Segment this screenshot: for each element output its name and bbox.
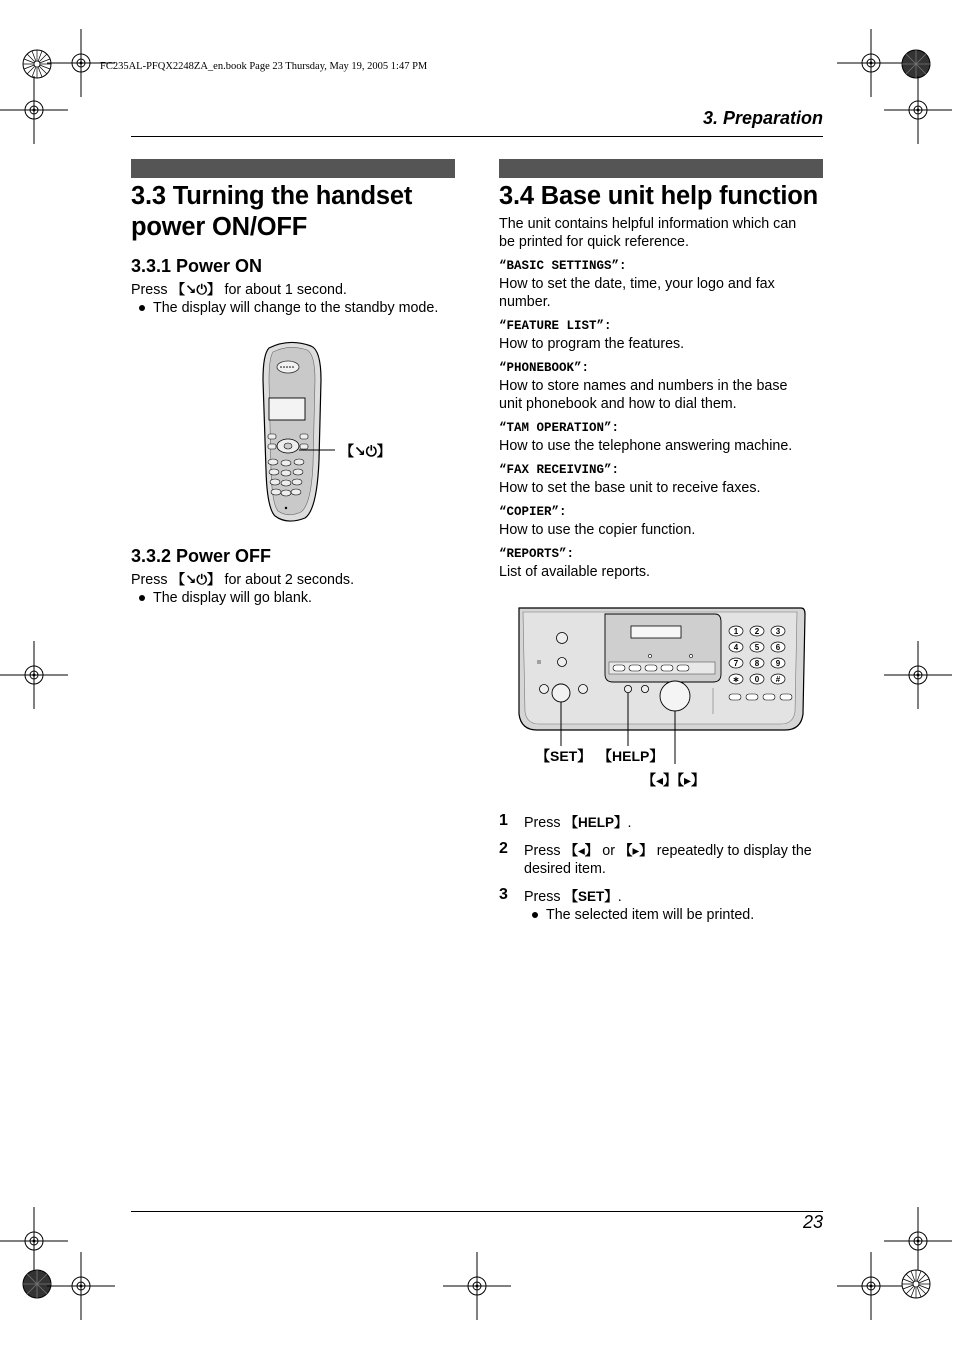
step-text: Press 【◂】 or 【▸】 repeatedly to display the desired item. (524, 843, 812, 877)
section-3-4 (499, 181, 839, 212)
power-key: 【↘⏻】 (171, 282, 221, 297)
help-item-label: “PHONEBOOK”: (499, 361, 590, 375)
section-bar (131, 159, 455, 178)
keypad-key-label: 4 (733, 643, 739, 652)
title-line: 3.3 Turning the handset (131, 182, 413, 210)
help-item-label: “TAM OPERATION”: (499, 421, 620, 435)
power-key-callout: 【↘⏻】 (340, 443, 391, 459)
help-item-desc: How to store names and numbers in the base (499, 378, 788, 394)
step-text: Press 【SET】. (524, 889, 622, 905)
help-item-desc: How to set the date, time, your logo and fax (499, 276, 775, 292)
keypad-key-label: # (775, 675, 781, 684)
keypad-key-label: 0 (754, 675, 760, 684)
instruction: Press 【↘⏻】 for about 2 seconds. (131, 572, 355, 588)
keypad-key-label: 7 (733, 659, 739, 668)
help-item-desc: How to program the features. (499, 336, 685, 352)
keypad-key-label: 6 (775, 643, 781, 652)
keypad-key-label: 1 (733, 627, 739, 636)
crosshair-mark-icon (47, 1252, 115, 1320)
dark-starburst-mark-icon (23, 1270, 51, 1298)
intro-line: be printed for quick reference. (499, 234, 689, 250)
crosshair-mark-icon (0, 1207, 68, 1275)
power-key: 【↘⏻】 (171, 572, 221, 587)
keypad-key-label: 5 (754, 643, 760, 652)
crosshair-mark-icon (884, 1207, 952, 1275)
page-title (131, 181, 461, 243)
arrow-buttons-callout: 【◂】【▸】 (642, 772, 706, 788)
keypad-key-label: ∗ (732, 675, 740, 684)
help-item-desc: List of available reports. (499, 564, 650, 580)
help-item-desc: How to use the telephone answering machine. (499, 438, 793, 454)
bullet-item: The display will change to the standby mode. (131, 299, 461, 317)
crosshair-mark-icon (837, 29, 905, 97)
left-arrow-key: 【◂】 (564, 843, 599, 858)
section-3-3 (131, 181, 461, 243)
keypad-key-label: 3 (775, 627, 781, 636)
step-number: 2 (499, 840, 508, 857)
keypad-key-label: 2 (754, 627, 760, 636)
step-text: Press 【HELP】. (524, 815, 632, 831)
help-item (499, 461, 829, 497)
help-key: 【HELP】 (564, 815, 628, 830)
help-item-label: “COPIER”: (499, 505, 567, 519)
print-info-line: FC235AL-PFQX2248ZA_en.book Page 23 Thursday, May 19, 2005 1:47 PM (100, 61, 428, 72)
help-item-label: “BASIC SETTINGS”: (499, 259, 627, 273)
bullet-item: The display will go blank. (131, 589, 461, 607)
crosshair-mark-icon (884, 641, 952, 709)
page-number: 23 (802, 1212, 823, 1232)
step (499, 814, 824, 832)
header-rule (131, 136, 823, 137)
crosshair-mark-icon (837, 1252, 905, 1320)
instruction: Press 【↘⏻】 for about 1 second. (131, 282, 347, 298)
step (499, 842, 824, 878)
help-button-callout: 【HELP】 (598, 748, 664, 764)
dark-starburst-mark-icon (902, 50, 930, 78)
help-item (499, 503, 829, 539)
crosshair-mark-icon (884, 76, 952, 144)
subsection-heading: 3.3.1 Power ON (131, 256, 263, 276)
section-title: 3.4 Base unit help function (499, 182, 819, 210)
intro-line: The unit contains helpful information which can (499, 216, 797, 232)
help-item-desc: How to set the base unit to receive faxes. (499, 480, 761, 496)
right-arrow-key: 【▸】 (618, 843, 653, 858)
help-item-desc: unit phonebook and how to dial them. (499, 396, 737, 412)
title-line: power ON/OFF (131, 213, 308, 241)
subsection-heading: 3.3.2 Power OFF (131, 546, 272, 566)
set-button-callout: 【SET】 (536, 748, 592, 764)
crosshair-mark-icon (0, 641, 68, 709)
starburst-mark-icon (902, 1270, 930, 1298)
help-item-label: “FAX RECEIVING”: (499, 463, 620, 477)
bullet-item: The selected item will be printed. (524, 906, 824, 924)
help-item (499, 317, 829, 353)
handset-illustration (255, 340, 335, 525)
keypad-key-label: 9 (775, 659, 781, 668)
help-item-desc: number. (499, 294, 551, 310)
help-item (499, 257, 829, 311)
step-number: 1 (499, 812, 508, 829)
section-bar (499, 159, 823, 178)
step-number: 3 (499, 886, 508, 903)
set-key: 【SET】 (564, 889, 618, 904)
base-unit-illustration (515, 604, 807, 764)
help-item-label: “REPORTS”: (499, 547, 575, 561)
starburst-mark-icon (23, 50, 51, 78)
help-item (499, 545, 829, 581)
subsection-power-off (131, 545, 461, 607)
step (499, 888, 824, 924)
subsection-power-on (131, 255, 461, 317)
keypad-key-label: 8 (754, 659, 760, 668)
help-items-list (499, 215, 829, 581)
help-item-desc: How to use the copier function. (499, 522, 696, 538)
crosshair-mark-icon (0, 76, 68, 144)
help-item (499, 359, 829, 413)
help-item-label: “FEATURE LIST”: (499, 319, 612, 333)
help-item (499, 419, 829, 455)
crosshair-mark-icon (443, 1252, 511, 1320)
footer-rule (131, 1211, 823, 1212)
chapter-title: 3. Preparation (702, 108, 823, 128)
